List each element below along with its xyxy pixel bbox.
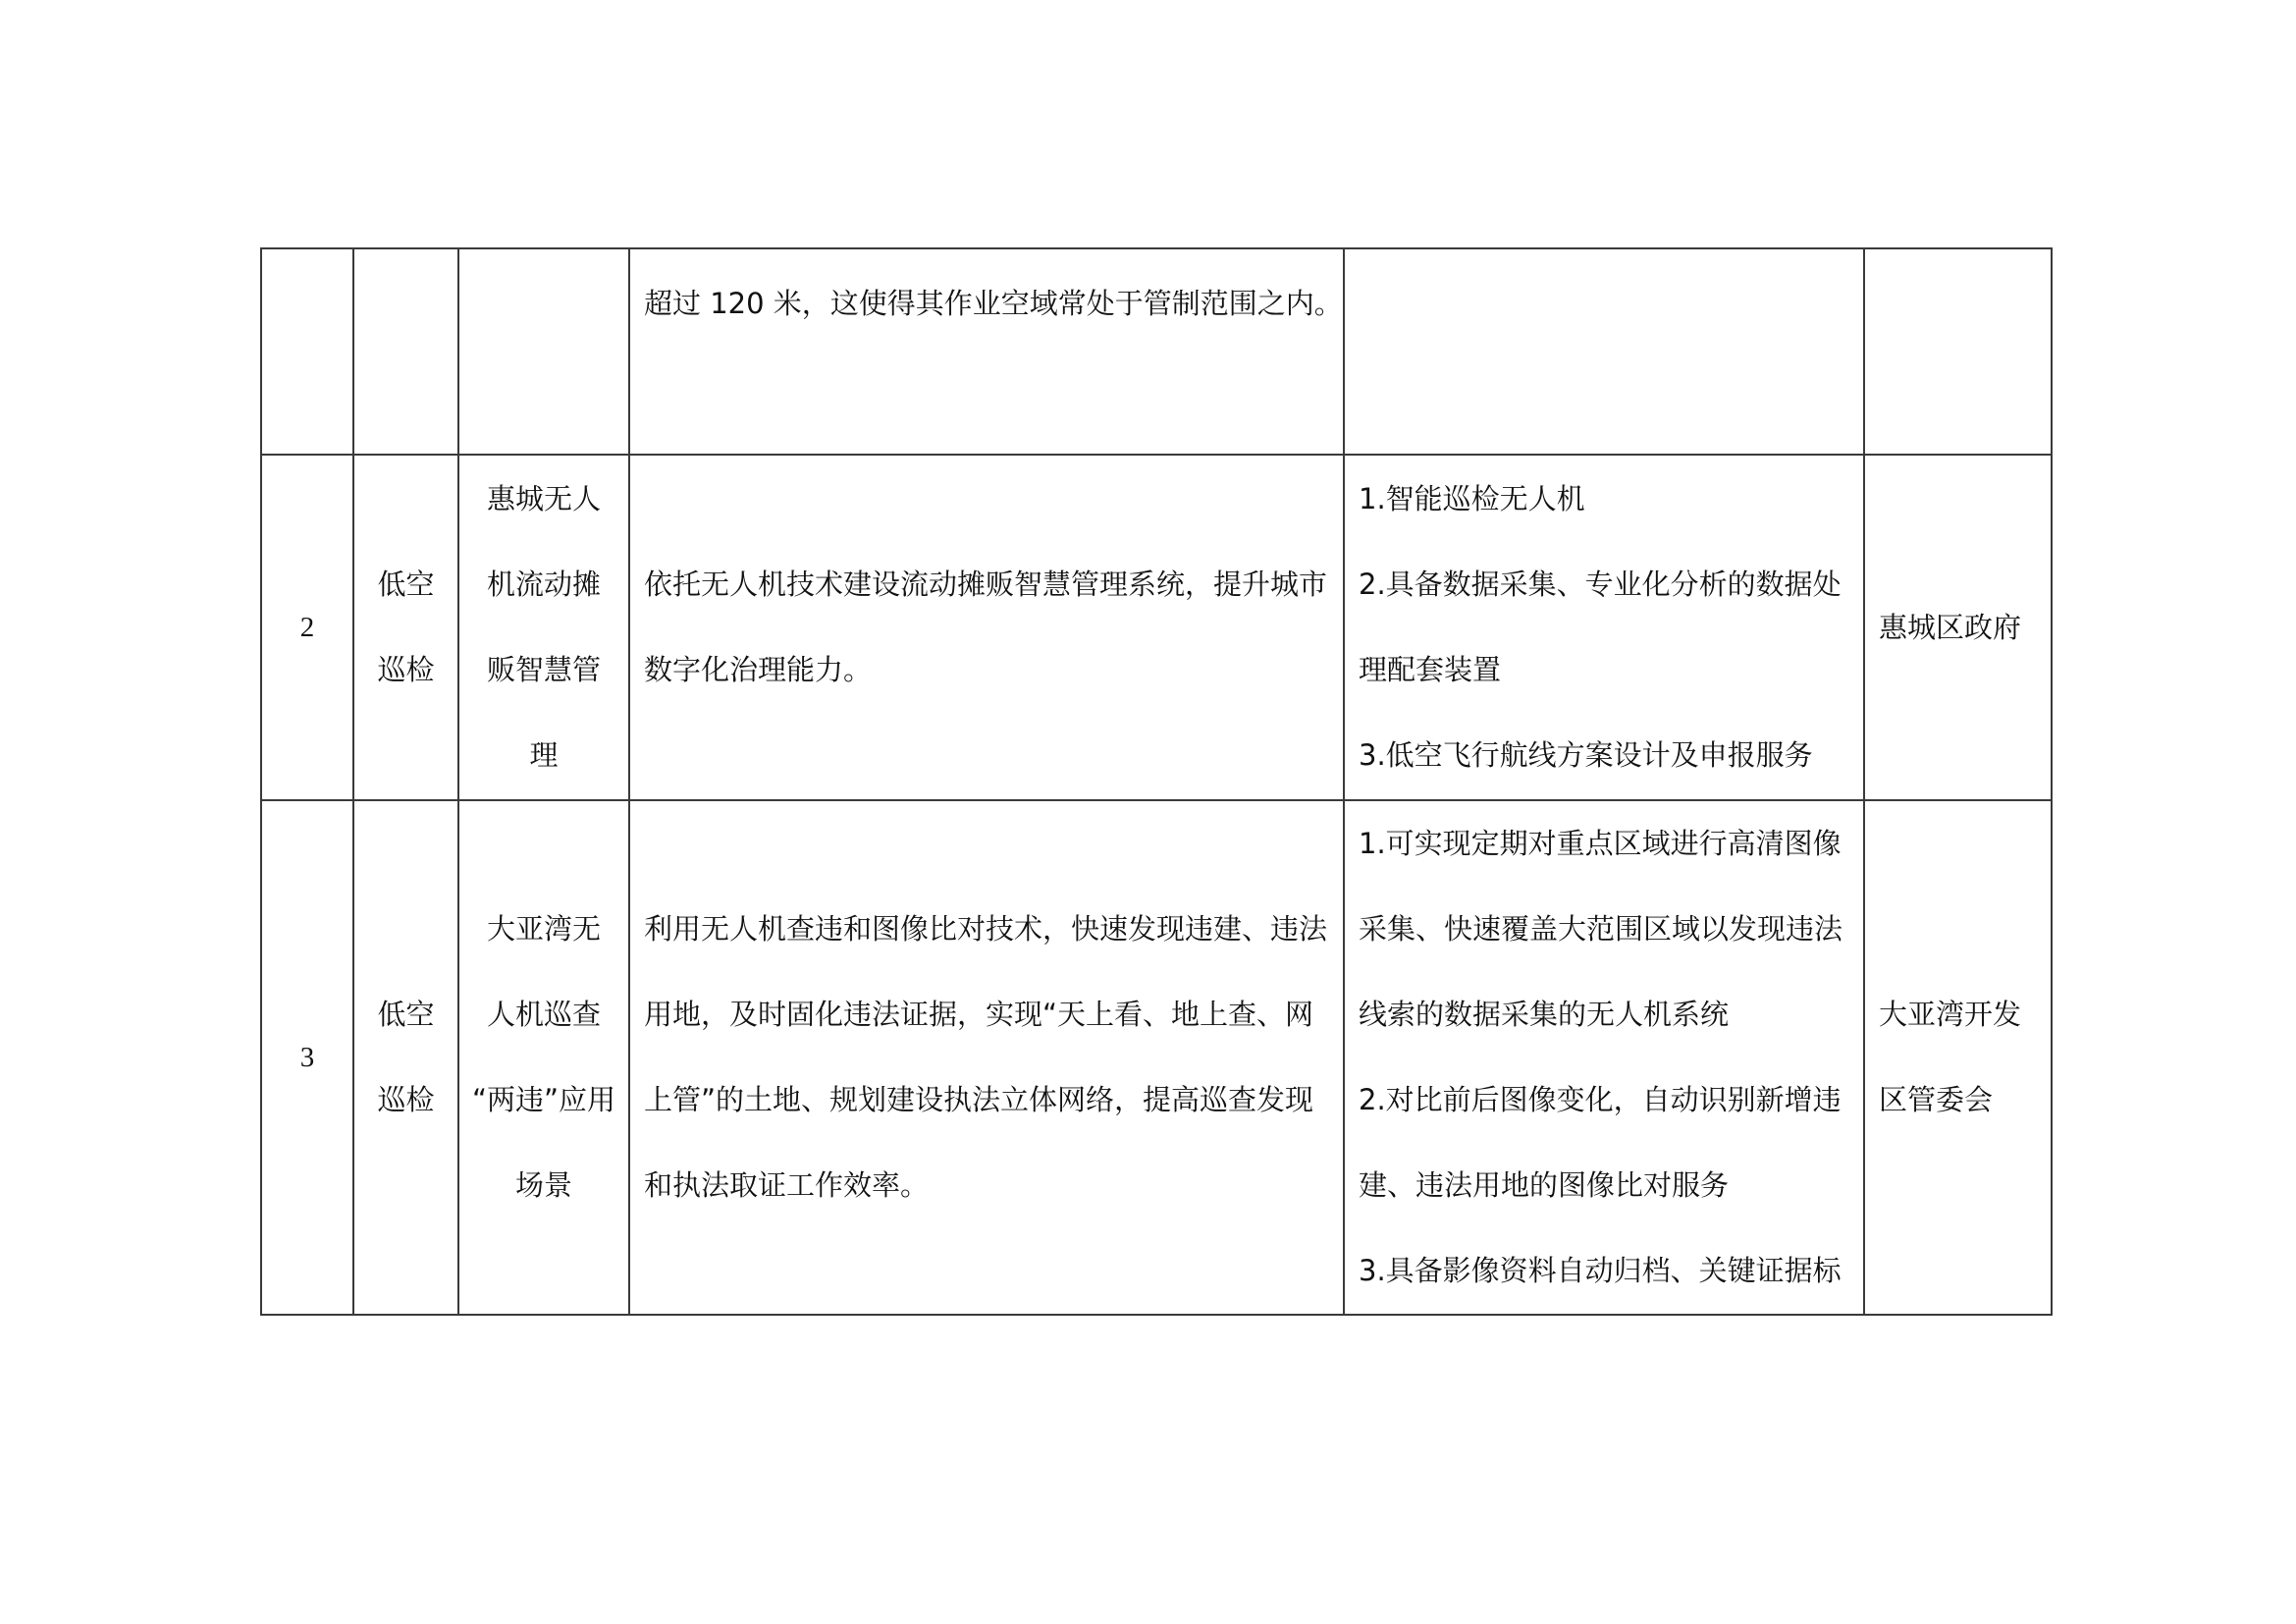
project-table [260, 247, 2053, 1316]
description-line: 用地，及时固化违法证据，实现“天上看、地上查、网 [644, 998, 1314, 1031]
unit-line: 大亚湾开发 [1879, 998, 2022, 1031]
category-line: 巡检 [377, 1083, 435, 1116]
needs-line: 3.低空飞行航线方案设计及申报服务 [1359, 738, 1813, 772]
description-line: 依托无人机技术建设流动摊贩智慧管理系统，提升城市 [644, 568, 1328, 601]
cell-description [629, 455, 1344, 800]
description-line: 数字化治理能力。 [644, 653, 873, 686]
description-line: 和执法取证工作效率。 [644, 1168, 930, 1202]
unit-line: 区管委会 [1879, 1083, 1994, 1116]
needs-line: 1.可实现定期对重点区域进行高清图像 [1359, 827, 1842, 860]
name-line: 贩智慧管 [486, 653, 601, 686]
cell-category [353, 800, 458, 1315]
name-line: 理 [529, 738, 559, 772]
name-line: 惠城无人 [486, 482, 601, 515]
needs-line: 1.智能巡检无人机 [1359, 482, 1585, 515]
needs-line: 建、违法用地的图像比对服务 [1359, 1168, 1730, 1202]
cell-no: 2 [261, 455, 353, 800]
description-line: 上管”的土地、规划建设执法立体网络，提高巡查发现 [644, 1083, 1314, 1116]
unit-line: 惠城区政府 [1879, 610, 2022, 644]
cell-no: 3 [261, 800, 353, 1315]
description-line: 利用无人机查违和图像比对技术，快速发现违建、违法 [644, 912, 1328, 946]
cell-unit [1864, 800, 2052, 1315]
cell-unit [1864, 455, 2052, 800]
cell-name [458, 455, 629, 800]
name-line: 场景 [514, 1168, 572, 1202]
category-line: 低空 [377, 568, 435, 601]
needs-line: 理配套装置 [1359, 653, 1502, 686]
name-line: “两违”应用 [471, 1083, 616, 1116]
cell-no [261, 248, 353, 455]
needs-line: 3.具备影像资料自动归档、关键证据标 [1359, 1254, 1842, 1287]
cell-description [629, 800, 1344, 1315]
cell-needs [1344, 800, 1864, 1315]
cell-category [353, 248, 458, 455]
category-line: 低空 [377, 998, 435, 1031]
needs-line: 采集、快速覆盖大范围区域以发现违法 [1359, 912, 1843, 946]
name-line: 机流动摊 [486, 568, 601, 601]
table-row [261, 455, 2052, 800]
cell-name [458, 800, 629, 1315]
cell-needs [1344, 248, 1864, 455]
description-line: 超过 120 米，这使得其作业空域常处于管制范围之内。 [644, 287, 1343, 320]
cell-name [458, 248, 629, 455]
table-row [261, 800, 2052, 1315]
name-line: 大亚湾无 [486, 912, 601, 946]
table-row [261, 248, 2052, 455]
needs-line: 2.具备数据采集、专业化分析的数据处 [1359, 568, 1842, 601]
cell-needs [1344, 455, 1864, 800]
category-line: 巡检 [377, 653, 435, 686]
name-line: 人机巡查 [486, 998, 601, 1031]
cell-category [353, 455, 458, 800]
cell-unit [1864, 248, 2052, 455]
needs-line: 2.对比前后图像变化，自动识别新增违 [1359, 1083, 1842, 1116]
cell-description [629, 248, 1344, 455]
needs-line: 线索的数据采集的无人机系统 [1359, 998, 1730, 1031]
